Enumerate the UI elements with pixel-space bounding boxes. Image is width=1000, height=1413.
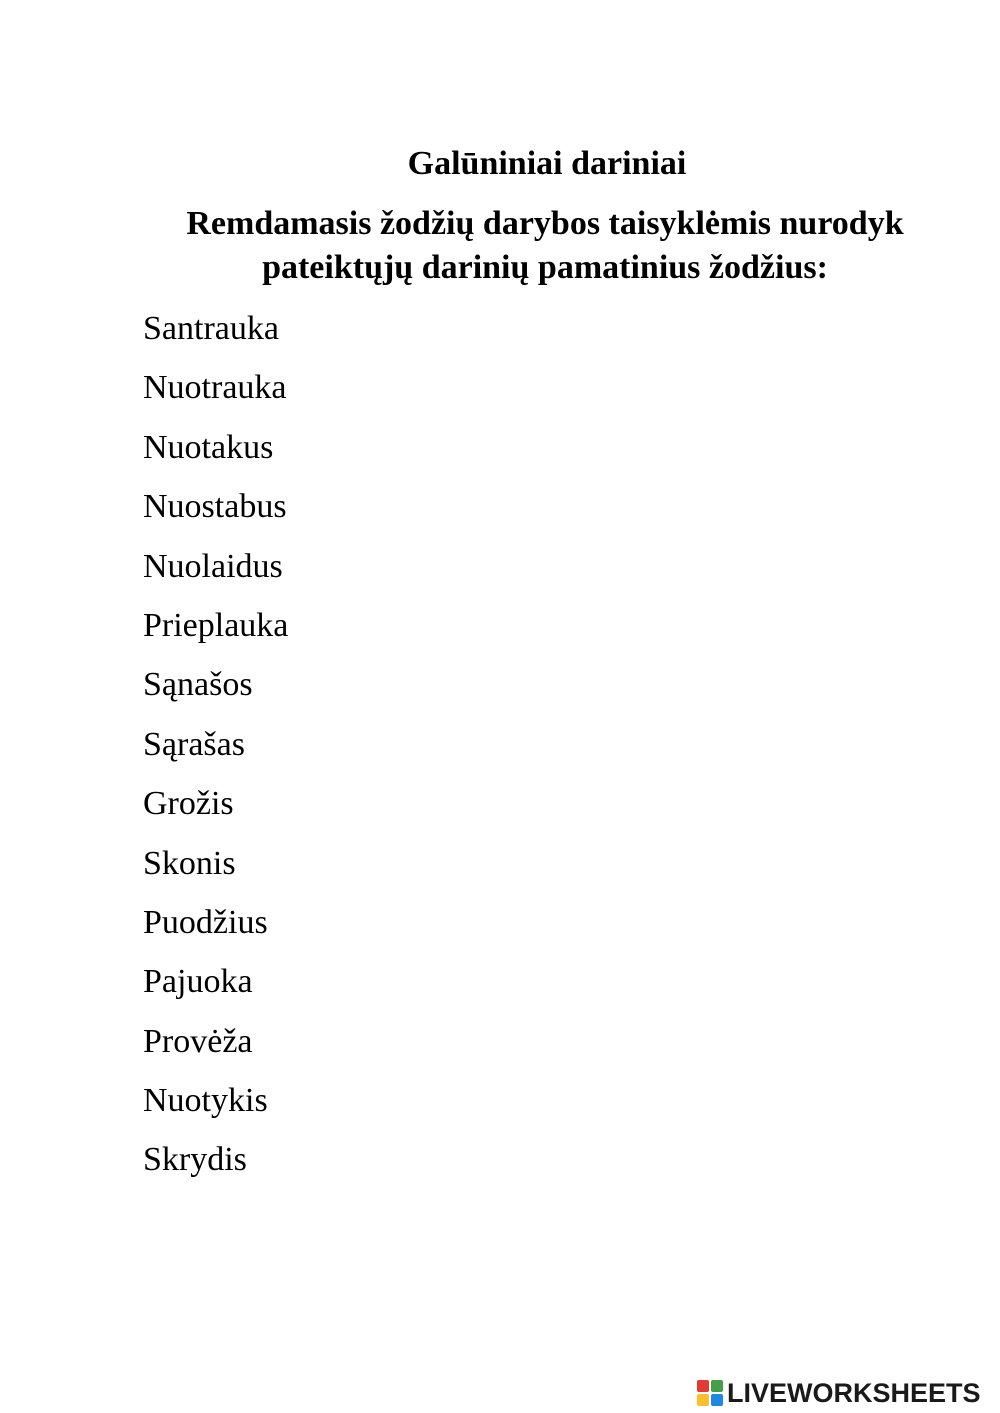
list-item: Sąnašos [143, 666, 253, 704]
instruction-text [110, 202, 980, 290]
instruction-line-1: Remdamasis žodžių darybos taisyklėmis nurodyk [186, 205, 904, 242]
list-item: Grožis [143, 785, 234, 823]
liveworksheets-brand [697, 1378, 981, 1408]
logo-square-red [697, 1380, 709, 1392]
list-item: Puodžius [143, 903, 268, 941]
list-item: Prieplauka [143, 606, 289, 644]
brand-text: LIVEWORKSHEETS [727, 1378, 981, 1408]
logo-square-green [711, 1380, 723, 1392]
list-item: Pajuoka [143, 963, 253, 1001]
list-item: Provėža [143, 1022, 253, 1060]
list-item: Nuotakus [143, 428, 274, 466]
logo-square-blue [711, 1394, 723, 1406]
list-item: Nuotykis [143, 1082, 268, 1120]
list-item: Sąrašas [143, 725, 245, 763]
word-list [143, 305, 288, 1196]
list-item: Nuostabus [143, 488, 287, 526]
list-item: Santrauka [143, 310, 279, 347]
logo-square-yellow [697, 1394, 709, 1406]
list-item: Nuolaidus [143, 547, 283, 585]
page-title: Galūniniai dariniai [407, 145, 687, 182]
list-item: Nuotrauka [143, 369, 287, 407]
instruction-line-2: pateiktųjų darinių pamatinius žodžius: [262, 249, 828, 286]
list-item: Skrydis [143, 1141, 247, 1179]
liveworksheets-logo-icon [697, 1380, 723, 1406]
list-item: Skonis [143, 844, 236, 882]
